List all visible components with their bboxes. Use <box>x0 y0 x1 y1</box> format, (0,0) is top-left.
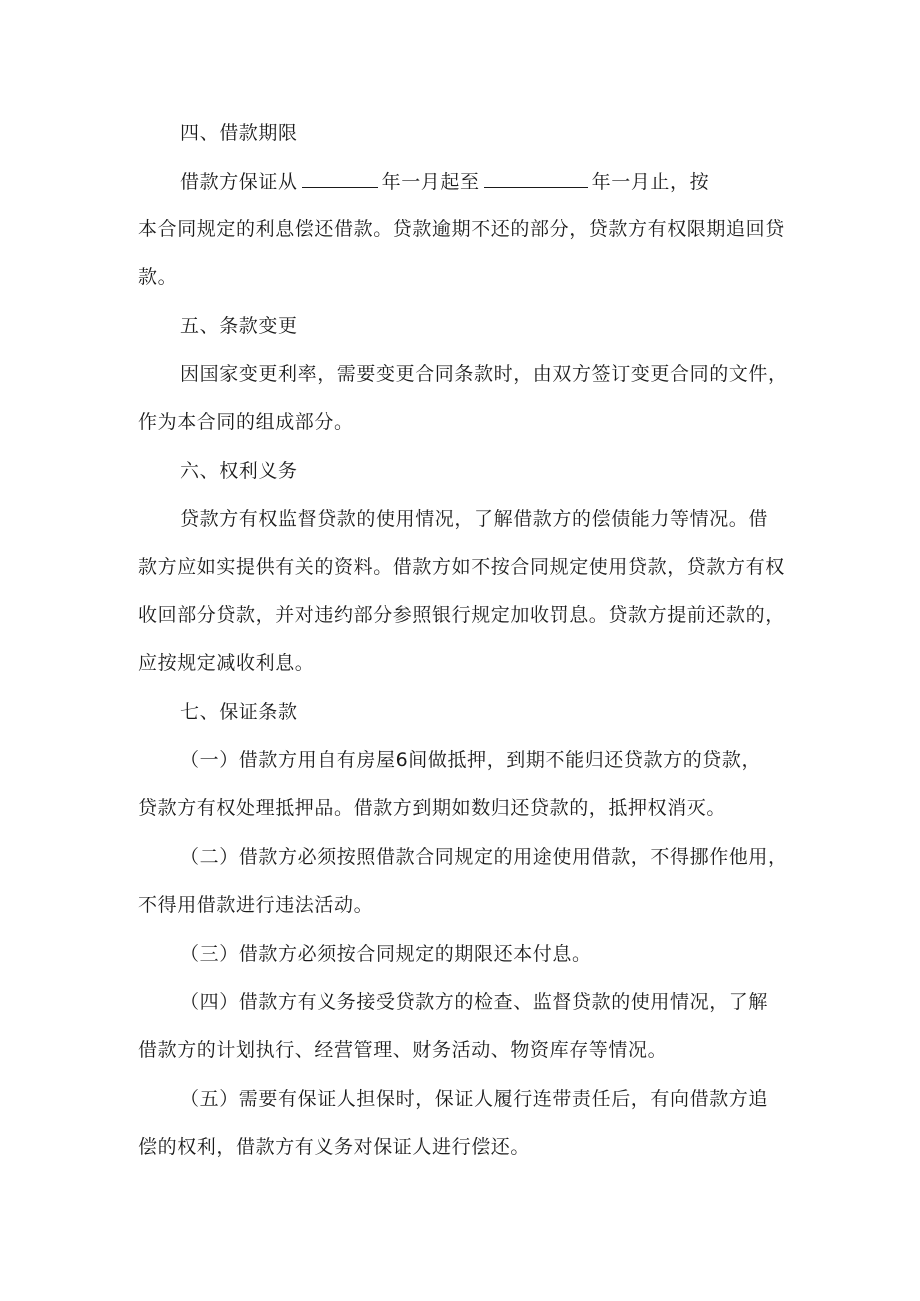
clause-line: 不得用借款进行违法活动。 <box>138 894 374 916</box>
paragraph-line: 因国家变更利率，需要变更合同条款时，由双方签订变更合同的文件， <box>180 363 788 385</box>
paragraph-line: 款。 <box>138 266 178 288</box>
loan-term-paragraph-line <box>180 169 840 194</box>
clause-line: （二）借款方必须按照借款合同规定的用途使用借款，不得挪作他用， <box>180 846 788 868</box>
clause-line: 借款方的计划执行、经营管理、财务活动、物资库存等情况。 <box>138 1039 668 1061</box>
clause-line: （四）借款方有义务接受贷款方的检查、监督贷款的使用情况，了解 <box>180 991 769 1013</box>
paragraph-line: 贷款方有权监督贷款的使用情况，了解借款方的偿债能力等情况。借 <box>180 508 769 530</box>
text-segment: 年一月起至 <box>381 171 480 193</box>
section-heading-guarantee-terms: 七、保证条款 <box>180 701 298 723</box>
paragraph-line: 款方应如实提供有关的资料。借款方如不按合同规定使用贷款，贷款方有权 <box>138 556 785 578</box>
clause-line: 偿的权利，借款方有义务对保证人进行偿还。 <box>138 1136 531 1158</box>
clause-line: （一）借款方用自有房屋6间做抵押，到期不能归还贷款方的贷款， <box>180 749 762 771</box>
clause-line: 贷款方有权处理抵押品。借款方到期如数归还贷款的，抵押权消灭。 <box>138 797 727 819</box>
clause-line: （五）需要有保证人担保时，保证人履行连带责任后，有向借款方追 <box>180 1088 769 1110</box>
paragraph-line: 应按规定减收利息。 <box>138 652 315 674</box>
section-heading-rights-obligations: 六、权利义务 <box>180 460 298 482</box>
section-heading-clause-change: 五、条款变更 <box>180 315 298 337</box>
text-segment: 借款方保证从 <box>180 171 298 193</box>
fill-in-blank-start-year[interactable] <box>302 169 378 188</box>
paragraph-line: 作为本合同的组成部分。 <box>138 411 354 433</box>
section-heading-loan-term: 四、借款期限 <box>180 122 298 144</box>
paragraph-line: 收回部分贷款，并对违约部分参照银行规定加收罚息。贷款方提前还款的， <box>138 604 785 626</box>
clause-line: （三）借款方必须按合同规定的期限还本付息。 <box>180 943 592 965</box>
paragraph-line: 本合同规定的利息偿还借款。贷款逾期不还的部分，贷款方有权限期追回贷 <box>138 218 785 240</box>
fill-in-blank-end-year[interactable] <box>484 169 588 188</box>
text-segment: 年一月止，按 <box>591 171 710 193</box>
